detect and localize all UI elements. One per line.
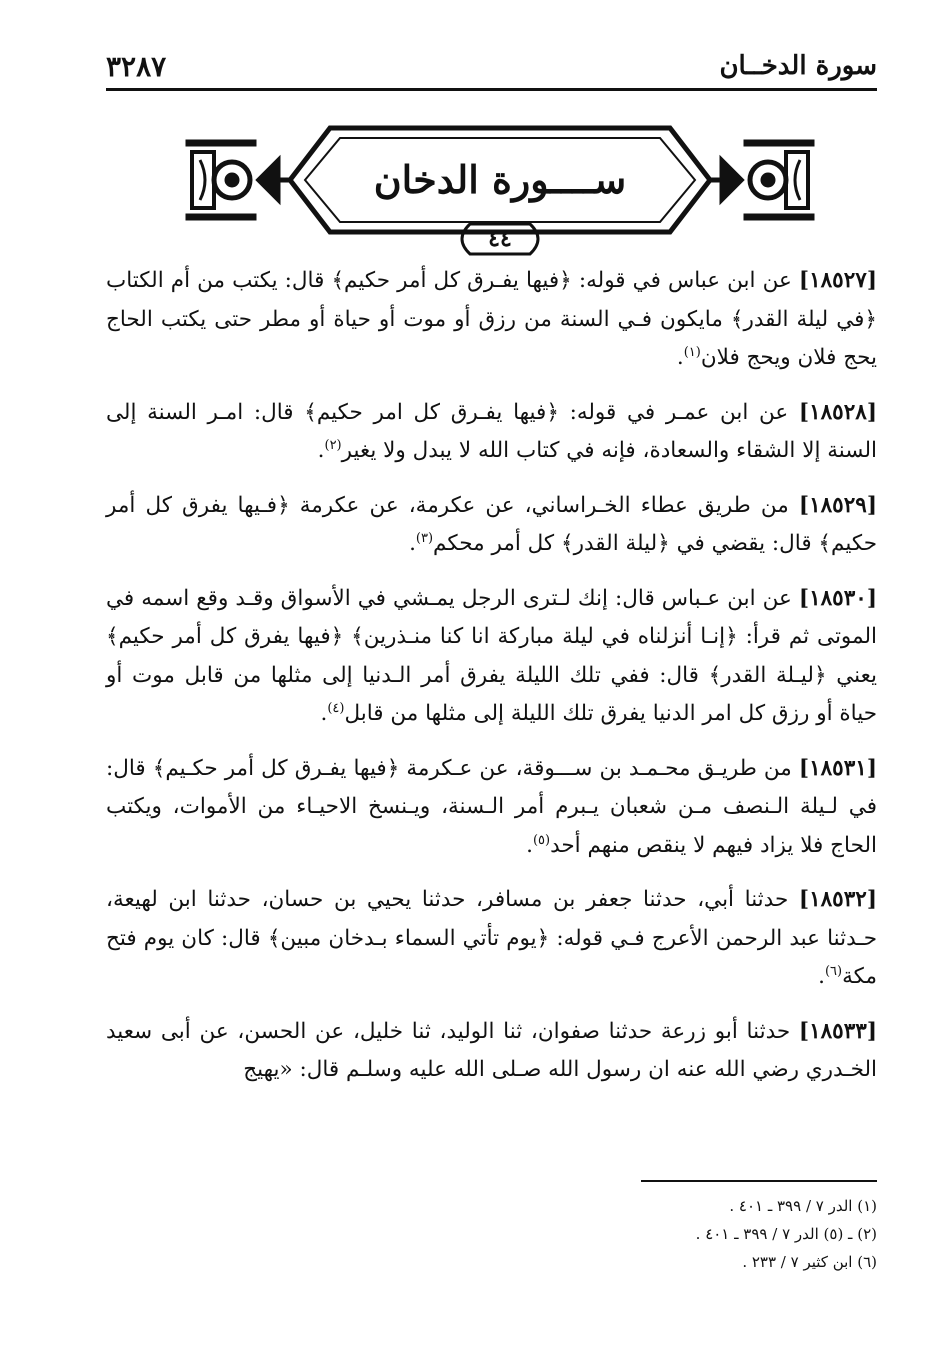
footnote-ref: (٤) [327,700,345,716]
hadith-entry [106,580,877,734]
running-surah-name: سورة الدخــان [719,51,877,81]
entry-number: [١٨٥٢٨] [798,399,877,425]
footnote-ref: (٥) [532,832,551,848]
surah-number: ٤٤ [488,226,512,252]
hadith-entry [106,262,877,378]
entry-number: [١٨٥٣٣] [798,1018,877,1044]
entry-text: عن ابن عباس في قوله: ﴿فيها يفـرق كل أمر حكيم﴾ قال: يكتب من أم الكتاب ﴿في ليلة القدر﴾ مايكون فـي السنة من رزق أو موت أو حياة أو مطر حتى يكتب الحاج يحج فلان ويحج فلان [106,268,877,370]
entry-text: من طريـق محـمـد بن ســـوقة، عن عـكرمة ﴿فيها يفـرق كل أمر حكـيم﴾ قال: في لـيلة الـنصف مـن شعبان يـبرم أمر الـسنة، ويـنسخ الاحيـاء من الأموات، ويكتب الحاج فلا يزاد فيهم لا ينقص منهم أحد [106,755,877,858]
entry-number: [١٨٥٢٩] [798,492,877,518]
page-number: ٣٢٨٧ [106,49,167,83]
hadith-entry [106,1013,877,1090]
entry-number: [١٨٥٣١] [798,755,877,781]
entry-end: . [409,531,416,556]
entry-text: حدثنا أبو زرعة حدثنا صفوان، ثنا الوليد، ثنا خليل، عن الحسن، عن أبى سعيد الخـدري رضي الله عنه ان رسول الله صـلى الله عليه وسلـم قال: «يهيج [106,1018,877,1082]
hadith-entry [106,750,877,866]
hadith-entry [106,881,877,997]
entry-number: [١٨٥٣٢] [798,887,877,912]
surah-title: ســــورة الدخان [373,157,627,202]
entry-end: . [317,438,325,463]
entry-text: من طريق عطاء الخـراساني، عن عكرمة، عن عكرمة ﴿فـيها يفرق كل أمر حكيم﴾ قال: يقضي في ﴿ليلة القدر﴾ كل أمر محكم [106,492,877,556]
footnote: (١) الدر ٧ / ٣٩٩ ـ ٤٠١ . [729,1197,877,1215]
footnote: (٦) ابن كثير ٧ / ٢٣٣ . [742,1253,877,1271]
entry-end: . [818,964,825,989]
entry-end: . [320,701,328,726]
entry-number: [١٨٥٣٠] [798,585,877,611]
running-header [106,44,877,91]
footnotes [106,1180,877,1276]
footnote-ref: (٦) [824,963,843,979]
entry-end: . [676,345,684,370]
right-ornament-icon [720,140,814,220]
footnote: (٢) ـ (٥) الدر ٧ / ٣٩٩ ـ ٤٠١ . [695,1225,877,1243]
hadith-entry [106,487,877,564]
footnote-ref: (٣) [415,530,434,546]
left-ornament-icon [186,140,280,220]
entry-text: حدثنا أبي، حدثنا جعفر بن مسافر، حدثنا يحيي بن حسان، حدثنا ابن لهيعة، حـدثنا عبد الرحمن الأعرج فـي قوله: ﴿يوم تأتي السماء بـدخان مبين﴾ قال: كان يوم فتح مكة [106,887,877,989]
footnote-ref: (٢) [324,437,342,453]
entry-text: عن ابن عمـر في قوله: ﴿فيها يفـرق كل امر حكيم﴾ قال: امـر السنة إلى السنة إلا الشقاء والسعادة، فإنه في كتاب الله لا يبدل ولا يغير [106,399,877,463]
entry-end: . [526,832,533,858]
footnote-ref: (١) [683,344,701,360]
entry-text: عن ابن عـباس قال: إنك لـترى الرجل يمـشي في الأسواق وقـد وقع اسمه في الموتى ثم قرأ: ﴿إنـا أنزلناه في ليلة مباركة انا كنا منـذرين﴾ ﴿فيها يفرق كل أمر حكيم﴾ يعني ﴿ليـلة القدر﴾ قال: ففي تلك الليلة يفرق أمر الـدنيا إلى مثلها من قابل موت أو حياة أو رزق كل امر الدنيا يفرق تلك الليلة إلى مثلها من قابل [106,585,877,726]
hadith-entry [106,394,877,471]
entry-number: [١٨٥٢٧] [798,268,877,293]
footnote-divider [641,1180,877,1182]
surah-banner [180,120,820,260]
hadith-entries [106,262,877,1106]
